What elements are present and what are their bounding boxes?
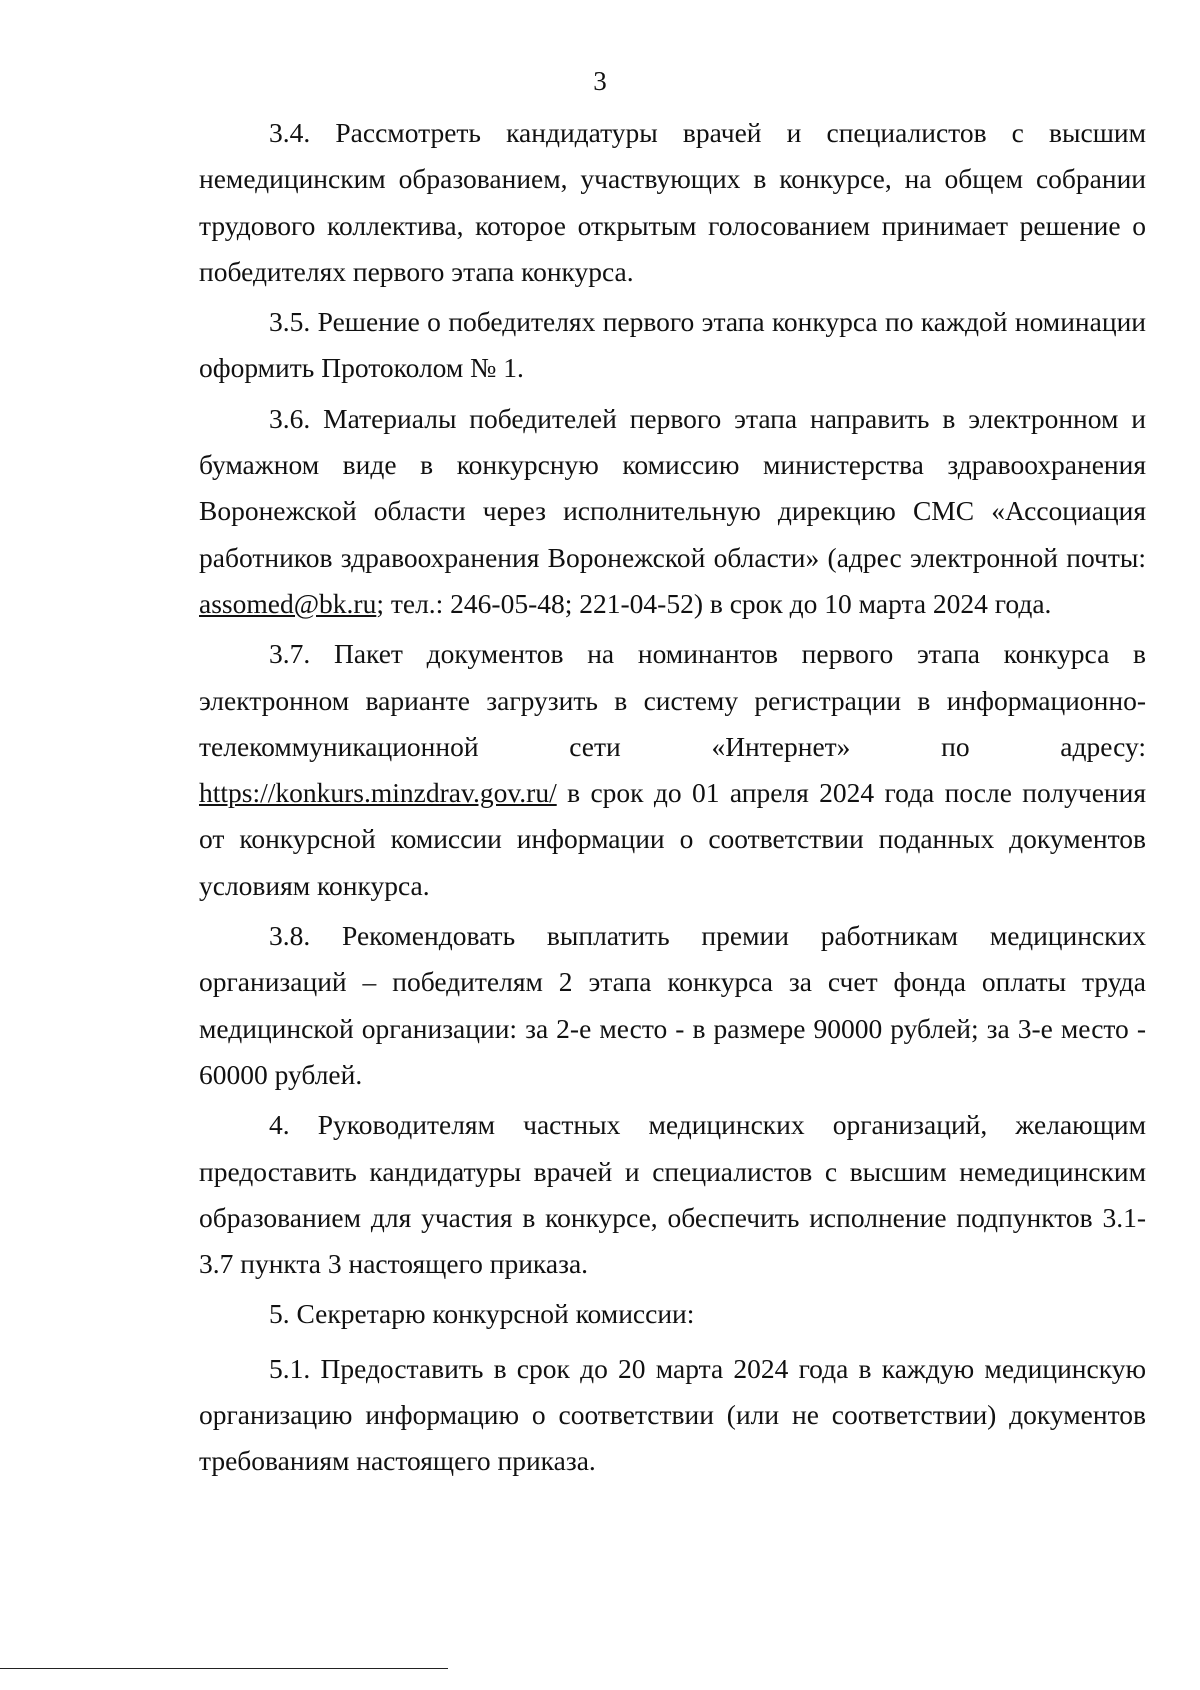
paragraph-3-6 [199,396,1146,627]
paragraph-3-8: 3.8. Рекомендовать выплатить премии работникам медицинских организаций – победителям 2 этапа конкурса за счет фонда оплаты труда медицинской организации: за 2-е место - в размере 90000 рублей; за 3-е место - 60000 рублей. [199,920,1146,1090]
website-link[interactable]: https://konkurs.minzdrav.gov.ru/ [199,777,557,809]
document-body [199,110,1146,1485]
paragraph-3-7-text-end: в срок до 01 апреля 2024 года после получения от конкурсной комиссии информации о соответствии поданных документов условиям конкурса. [199,777,1146,901]
paragraph-3-7-text-start: 3.7. Пакет документов на номинантов первого этапа конкурса в электронном варианте загрузить в систему регистрации в информационно-телекоммуникационной сети «Интернет» по адресу: [199,638,1146,762]
paragraph-5: 5. Секретарю конкурсной комиссии: [269,1298,695,1330]
paragraph-3-6-text-start: 3.6. Материалы победителей первого этапа направить в электронном и бумажном виде в конкурсную комиссию министерства здравоохранения Воронежской области через исполнительную дирекцию СМС «Ассоциация работников здравоохранения Воронежской области» (адрес электронной почты: [199,402,1146,573]
paragraph-5-1: 5.1. Предоставить в срок до 20 марта 2024 года в каждую медицинскую организацию информацию о соответствии (или не соответствии) документов требованиям настоящего приказа. [199,1352,1146,1477]
paragraph-4: 4. Руководителям частных медицинских организаций, желающим предоставить кандидатуры врачей и специалистов с высшим немедицинским образованием для участия в конкурсе, обеспечить исполнение подпунктов 3.1- 3.7 пункта 3 настоящего приказа. [199,1109,1146,1280]
footnote-divider [0,1668,448,1669]
paragraph-3-5: 3.5. Решение о победителях первого этапа конкурса по каждой номинации оформить Протоколом № 1. [199,306,1146,384]
paragraph-3-4: 3.4. Рассмотреть кандидатуры врачей и специалистов с высшим немедицинским образованием, участвующих в конкурсе, на общем собрании трудового коллектива, которое открытым голосованием принимает решение о победителях первого этапа конкурса. [199,117,1146,287]
page-number: 3 [593,66,607,96]
email-link[interactable]: assomed@bk.ru [199,587,377,619]
paragraph-3-7 [199,631,1146,909]
paragraph-3-6-text-end: ; тел.: 246-05-48; 221-04-52) в срок до 10 марта 2024 года. [376,587,1052,619]
